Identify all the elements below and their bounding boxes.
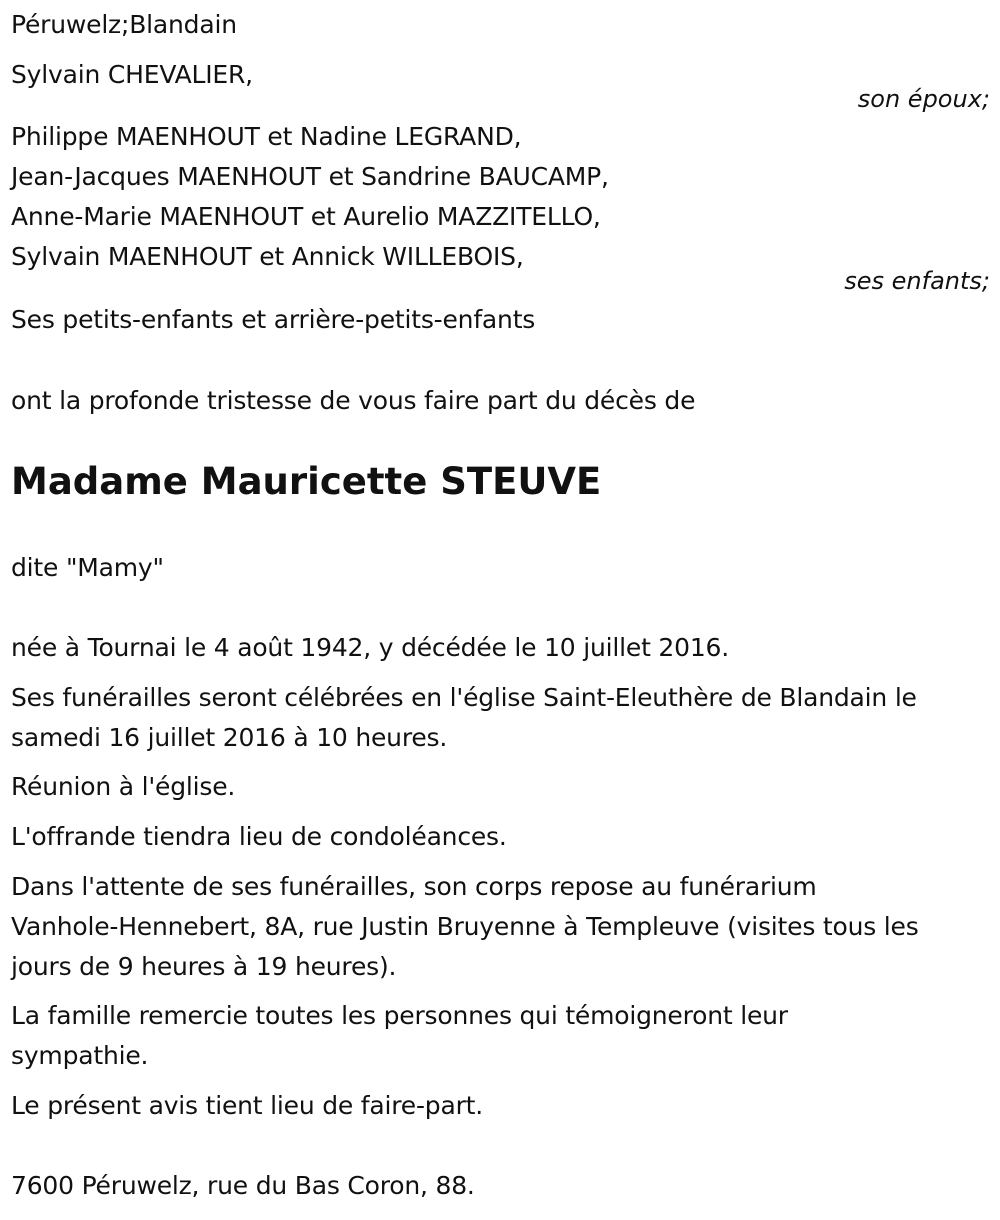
address-line: 7600 Péruwelz, rue du Bas Coron, 88. [11, 1171, 475, 1200]
notice-line: Le présent avis tient lieu de faire-part. [11, 1091, 484, 1120]
spouse-relation: son époux; [857, 85, 990, 113]
meeting-line: Réunion à l'église. [11, 772, 236, 801]
grandchildren-line: Ses petits-enfants et arrière-petits-enfants [11, 305, 536, 334]
child-line: Jean-Jacques MAENHOUT et Sandrine BAUCAMP, [11, 162, 609, 191]
place-header: Péruwelz;Blandain [11, 10, 237, 39]
thanks-line: La famille remercie toutes les personnes qui témoigneront leur [11, 1001, 788, 1030]
child-line: Anne-Marie MAENHOUT et Aurelio MAZZITELLO, [11, 202, 601, 231]
funeral-line: samedi 16 juillet 2016 à 10 heures. [11, 723, 448, 752]
children-relation: ses enfants; [844, 267, 990, 295]
thanks-line: sympathie. [11, 1041, 149, 1070]
offering-line: L'offrande tiendra lieu de condoléances. [11, 822, 507, 851]
funeral-line: Ses funérailles seront célébrées en l'église Saint-Eleuthère de Blandain le [11, 683, 917, 712]
funerarium-line: jours de 9 heures à 19 heures). [11, 952, 397, 981]
spouse-name: Sylvain CHEVALIER, [11, 60, 253, 89]
deceased-nickname: dite "Mamy" [11, 553, 164, 582]
birth-death-line: née à Tournai le 4 août 1942, y décédée le 10 juillet 2016. [11, 633, 729, 662]
announcement-line: ont la profonde tristesse de vous faire part du décès de [11, 386, 696, 415]
child-line: Sylvain MAENHOUT et Annick WILLEBOIS, [11, 242, 524, 271]
child-line: Philippe MAENHOUT et Nadine LEGRAND, [11, 122, 522, 151]
deceased-name: Madame Mauricette STEUVE [11, 460, 602, 503]
funerarium-line: Vanhole-Hennebert, 8A, rue Justin Bruyenne à Templeuve (visites tous les [11, 912, 919, 941]
funerarium-line: Dans l'attente de ses funérailles, son corps repose au funérarium [11, 872, 817, 901]
